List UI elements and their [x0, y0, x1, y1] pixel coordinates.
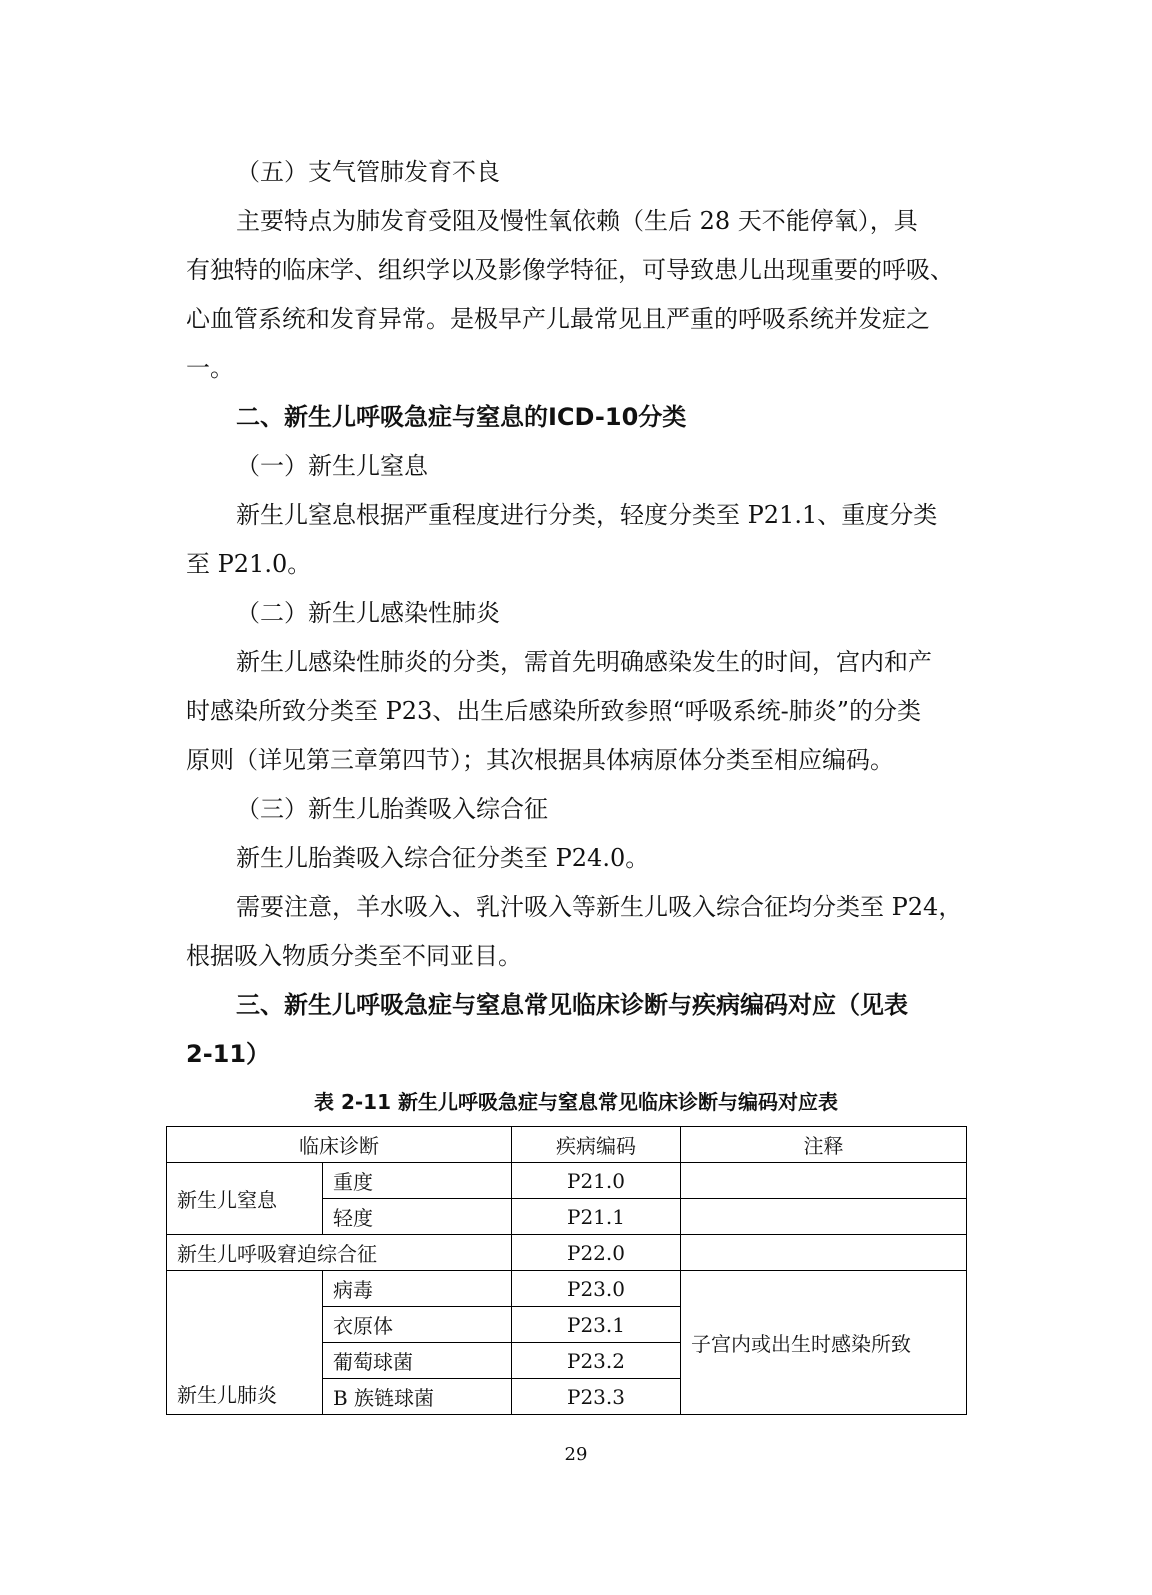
sub-diagnosis: 衣原体 — [323, 1307, 512, 1343]
diagnosis-rds: 新生儿呼吸窘迫综合征 — [167, 1235, 512, 1271]
sub-diagnosis: 葡萄球菌 — [323, 1343, 512, 1379]
table-header-row — [167, 1127, 967, 1163]
note-pneumonia: 子宫内或出生时感染所致 — [681, 1271, 967, 1415]
code-cell: P23.2 — [512, 1343, 681, 1379]
sub-diagnosis: B 族链球菌 — [323, 1379, 512, 1415]
table-row — [167, 1271, 967, 1307]
paragraph-line: 有独特的临床学、组织学以及影像学特征，可导致患儿出现重要的呼吸、 — [186, 256, 954, 284]
paragraph-line: 根据吸入物质分类至不同亚目。 — [186, 942, 522, 970]
paragraph-line: 一。 — [186, 354, 234, 382]
header-diagnosis: 临床诊断 — [167, 1127, 512, 1163]
note-cell — [681, 1163, 967, 1199]
paragraph-line: 需要注意，羊水吸入、乳汁吸入等新生儿吸入综合征均分类至 P24， — [236, 893, 963, 921]
section-heading-table-ref-cont: 2-11） — [186, 1040, 271, 1068]
paragraph-line: 新生儿胎粪吸入综合征分类至 P24.0。 — [236, 844, 650, 872]
table-row — [167, 1235, 967, 1271]
code-cell: P23.1 — [512, 1307, 681, 1343]
table-row — [167, 1163, 967, 1199]
section-heading-icd10: 二、新生儿呼吸急症与窒息的ICD-10分类 — [236, 403, 687, 431]
code-cell: P23.0 — [512, 1271, 681, 1307]
group-asphyxia: 新生儿窒息 — [167, 1163, 323, 1235]
header-code: 疾病编码 — [512, 1127, 681, 1163]
section-heading-table-ref: 三、新生儿呼吸急症与窒息常见临床诊断与疾病编码对应（见表 — [236, 991, 908, 1019]
subheading-bpd: （五）支气管肺发育不良 — [236, 158, 500, 186]
note-cell — [681, 1235, 967, 1271]
subheading-pneumonia: （二）新生儿感染性肺炎 — [236, 599, 500, 627]
sub-diagnosis: 重度 — [323, 1163, 512, 1199]
paragraph-line: 新生儿感染性肺炎的分类，需首先明确感染发生的时间，宫内和产 — [236, 648, 932, 676]
paragraph-line: 时感染所致分类至 P23、出生后感染所致参照“呼吸系统-肺炎”的分类 — [186, 697, 921, 725]
paragraph-line: 原则（详见第三章第四节）；其次根据具体病原体分类至相应编码。 — [186, 746, 894, 774]
subheading-meconium: （三）新生儿胎粪吸入综合征 — [236, 795, 548, 823]
subheading-asphyxia: （一）新生儿窒息 — [236, 452, 428, 480]
diagnosis-code-table — [166, 1126, 967, 1415]
group-pneumonia: 新生儿肺炎 — [167, 1271, 323, 1415]
paragraph-line: 至 P21.0。 — [186, 550, 312, 578]
paragraph-line: 主要特点为肺发育受阻及慢性氧依赖（生后 28 天不能停氧），具 — [236, 207, 918, 235]
code-cell: P21.0 — [512, 1163, 681, 1199]
paragraph-line: 心血管系统和发育异常。是极早产儿最常见且严重的呼吸系统并发症之 — [186, 305, 930, 333]
header-note: 注释 — [681, 1127, 967, 1163]
table-caption: 表 2-11 新生儿呼吸急症与窒息常见临床诊断与编码对应表 — [314, 1090, 838, 1114]
code-cell: P23.3 — [512, 1379, 681, 1415]
code-cell: P21.1 — [512, 1199, 681, 1235]
paragraph-line: 新生儿窒息根据严重程度进行分类，轻度分类至 P21.1、重度分类 — [236, 501, 938, 529]
sub-diagnosis: 病毒 — [323, 1271, 512, 1307]
code-cell: P22.0 — [512, 1235, 681, 1271]
note-cell — [681, 1199, 967, 1235]
sub-diagnosis: 轻度 — [323, 1199, 512, 1235]
page-number: 29 — [564, 1444, 588, 1465]
